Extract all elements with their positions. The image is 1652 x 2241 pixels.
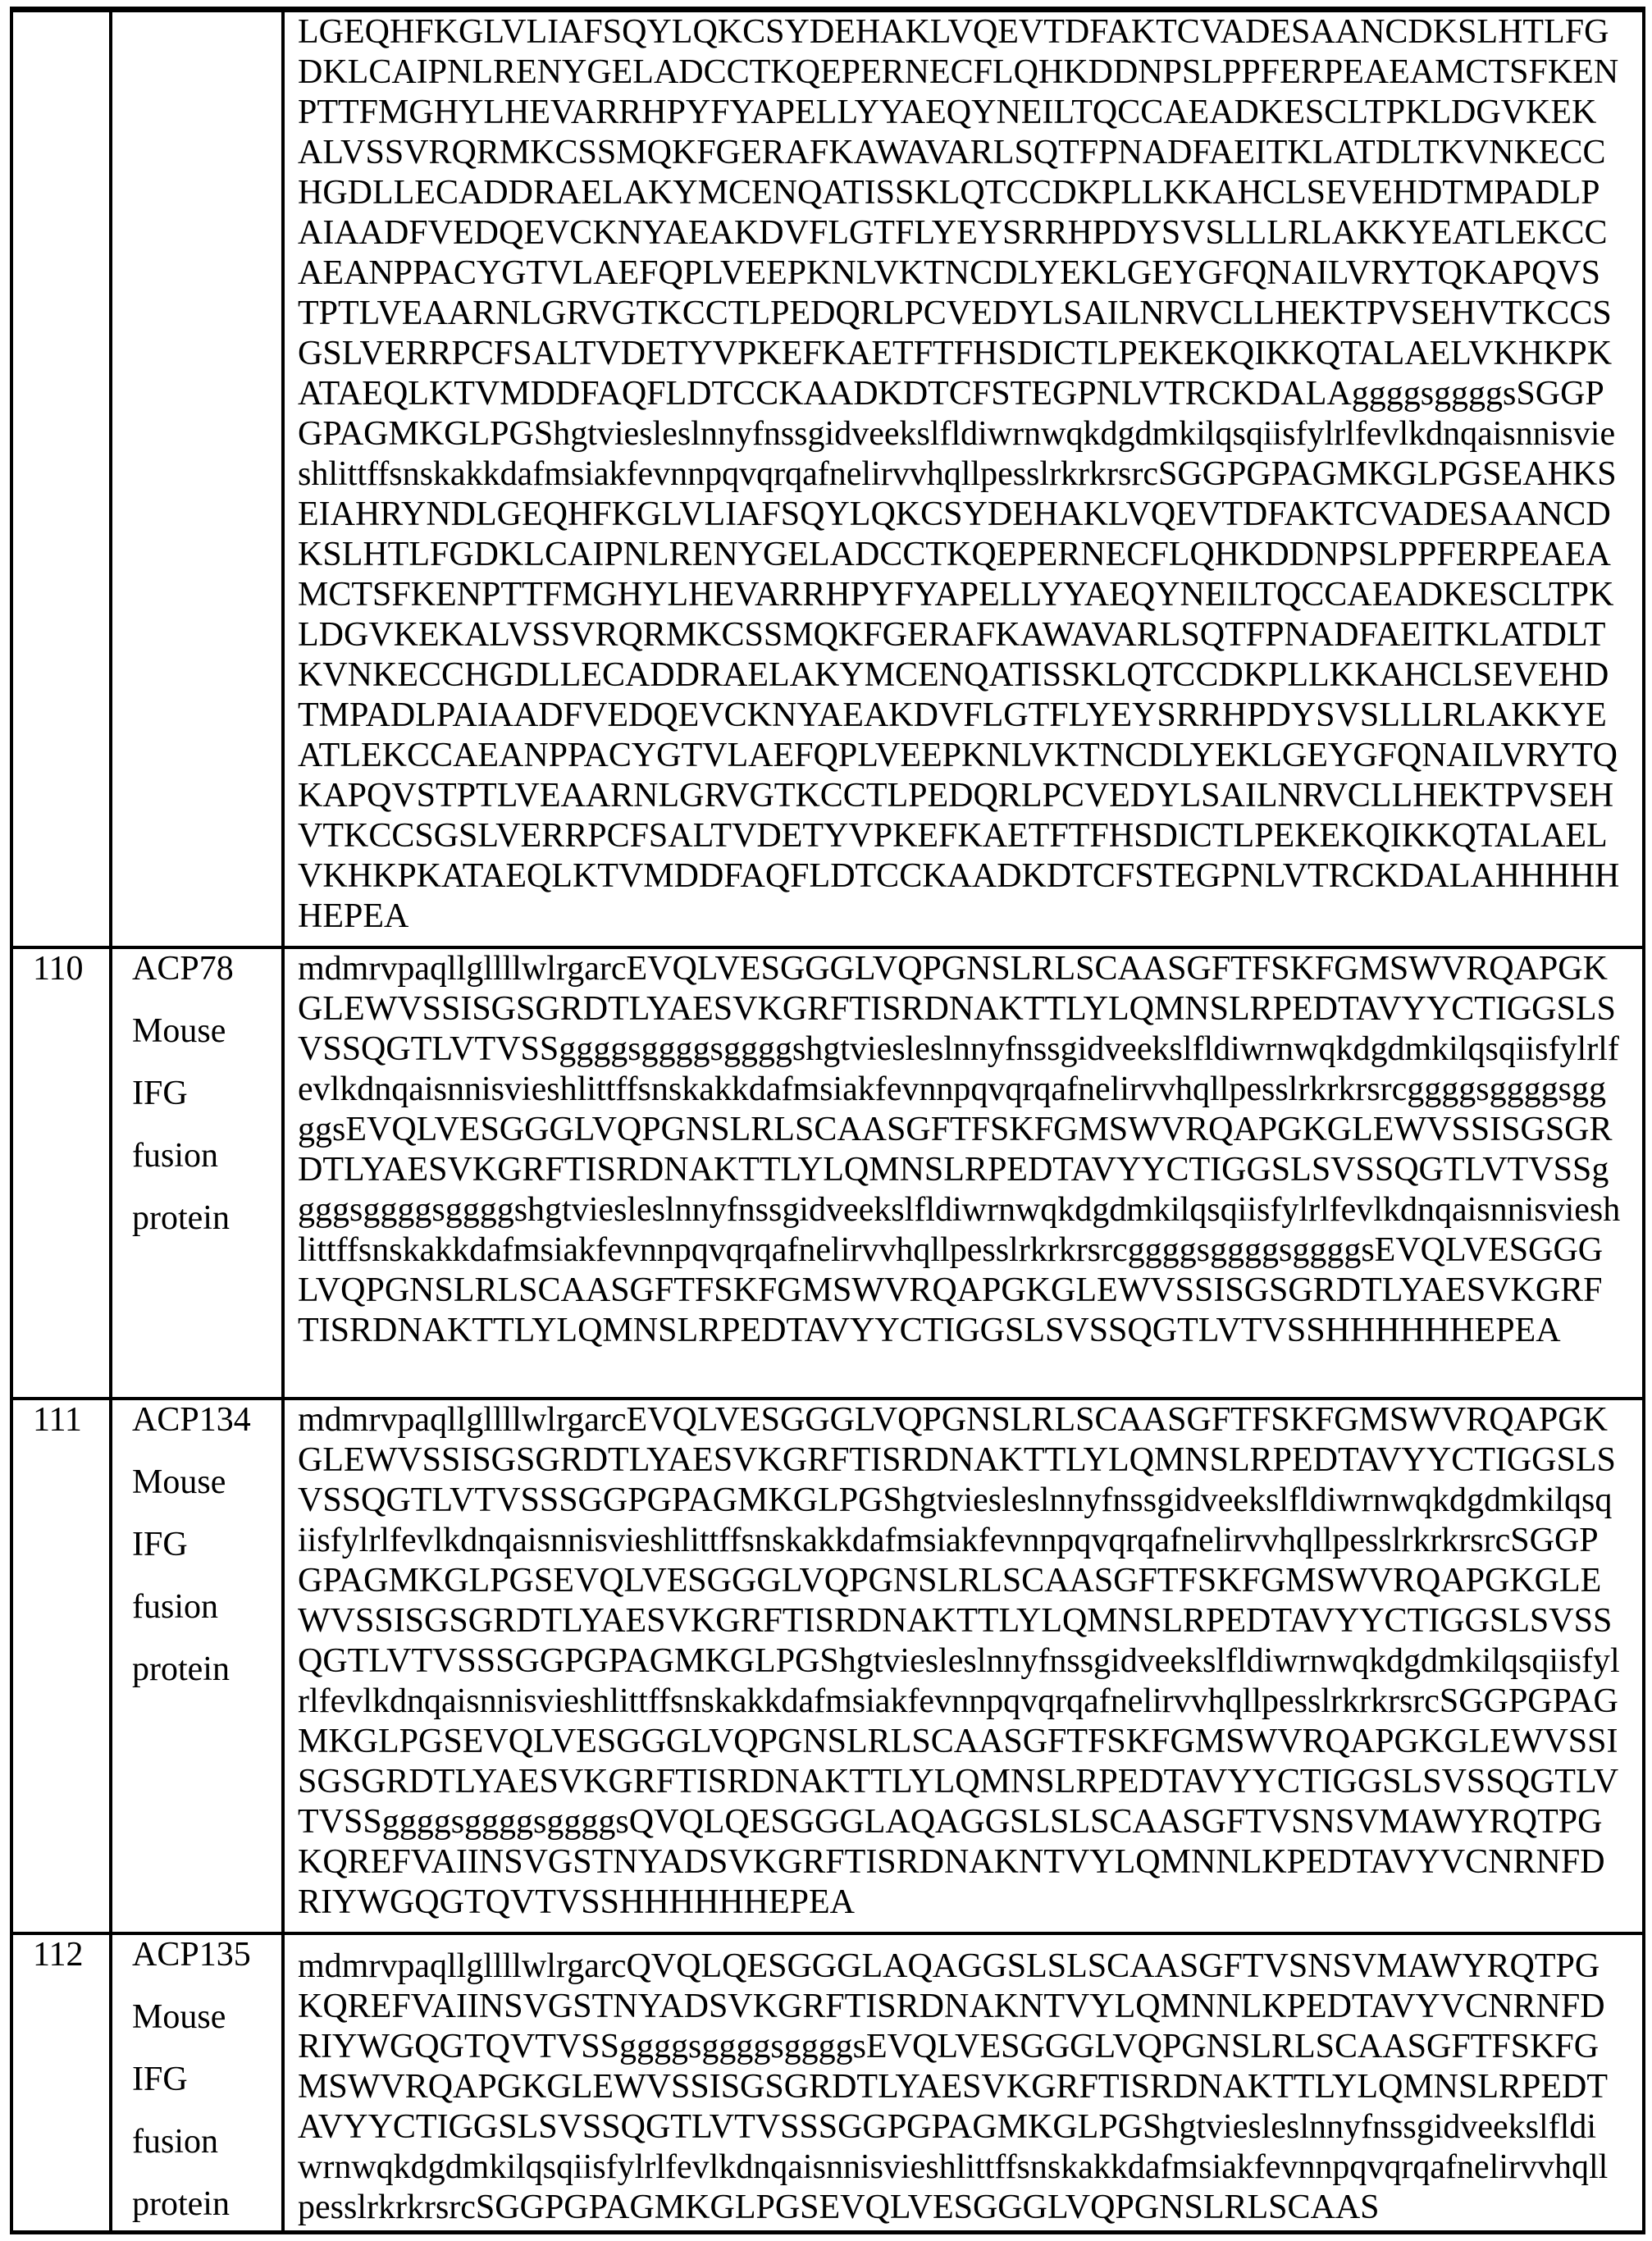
seq-id-cell: 112 [13,1935,112,2230]
sequence-cell: LGEQHFKGLVLIAFSQYLQKCSYDEHAKLVQEVTDFAKTCVADESAANCDKSLHTLFGDKLCAIPNLRENYGELADCCTKQEPERNECFLQHKDDNPSLPPFERPEAEAMCTSFKENPTTFMGHYLHEVARRHPYFYAPELLYYAEQYNEILTQCCAEADKESCLTPKLDGVKEKALVSSVRQRMKCSSMQKFGERAFKAWAVARLSQTFPNADFAEITKLATDLTKVNKECCHGDLLECADDRAELAKYMCENQATISSKLQTCCDKPLLKKAHCLSEVEHDTMPADLPAIAADFVEDQEVCKNYAEAKDVFLGTFLYEYSRRHPDYSVSLLLRLAKKYEATLEKCCAEANPPACYGTVLAEFQPLVEEPKNLVKTNCDLYEKLGEYGFQNAILVRYTQKAPQVSTPTLVEAARNLGRVGTKCCTLPEDQRLPCVEDYLSAILNRVCLLHEKTPVSEHVTKCCSGSLVERRPCFSALTVDETYVPKEFKAETFTFHSDICTLPEKEKQIKKQTALAELVKHKPKATAEQLKTVMDDFAQFLDTCCKAADKDTCFSTEGPNLVTRCKDALAggggsggggsSGGPGPAGMKGLPGShgtviesleslnnyfnssgidveekslfldiwrnwqkdgdmkilqsqiisfylrlfevlkdnqaisnnisvieshlittffsnskakkdafmsiakfevnnpqvqrqafnelirvvhqllpesslrkrkrsrcSGGPGPAGMKGLPGSEAHKSEIAHRYNDLGEQHFKGLVLIAFSQYLQKCSYDEHAKLVQEVTDFAKTCVADESAANCDKSLHTLFGDKLCAIPNLRENYGELADCCTKQEPERNECFLQHKDDNPSLPPFERPEAEAMCTSFKENPTTFMGHYLHEVARRHPYFYAPELLYYAEQYNEILTQCCAEADKESCLTPKLDGVKEKALVSSVRQRMKCSSMQKFGERAFKAWAVARLSQTFPNADFAEITKLATDLTKVNKECCHGDLLECADDRAELAKYMCENQATISSKLQTCCDKPLLKKAHCLSEVEHDTMPADLPAIAADFVEDQEVCKNYAEAKDVFLGTFLYEYSRRHPDYSVSLLLRLAKKYEATLEKCCAEANPPACYGTVLAEFQPLVEEPKNLVKTNCDLYEKLGEYGFQNAILVRYTQKAPQVSTPTLVEAARNLGRVGTKCCTLPEDQRLPCVEDYLSAILNRVCLLHEKTPVSEHVTKCCSGSLVERRPCFSALTVDETYVPKEFKAETFTFHSDICTLPEKEKQIKKQTALAELVKHKPKATAEQLKTVMDDFAQFLDTCCKAADKDTCFSTEGPNLVTRCKDALAHHHHHHEPEA [298,13,1620,935]
name-line: IFG [132,2061,188,2098]
name-line: fusion [132,1588,218,1626]
name-cell [112,1400,285,1932]
name-line: ACP135 [132,1936,251,1974]
sequence-cell: mdmrvpaqllgllllwlrgarcQVQLQESGGGLAQAGGSLSLSCAASGFTVSNSVMAWYRQTPGKQREFVAIINSVGSTNYADSVKGRFTISRDNAKNTVYLQMNNLKPEDTAVYVCNRNFDRIYWGQGTQVTVSSggggsggggsggggsEVQLVESGGGLVQPGNSLRLSCAASGFTFSKFGMSWVRQAPGKGLEWVSSISGSGRDTLYAESVKGRFTISRDNAKTTLYLQMNSLRPEDTAVYYCTIGGSLSVSSQGTLVTVSSSGGPGPAGMKGLPGShgtviesleslnnyfnssgidveekslfldiwrnwqkdgdmkilqsqiisfylrlfevlkdnqaisnnisvieshlittffsnskakkdafmsiakfevnnpqvqrqafnelirvvhqllpesslrkrkrsrcSGGPGPAGMKGLPGSEVQLVESGGGLVQPGNSLRLSCAAS [298,1947,1609,2226]
patent-sequence-table [10,7,1645,2234]
name-line: IFG [132,1075,188,1112]
name-line: Mouse [132,1463,226,1501]
seq-id-cell [13,12,112,946]
sequence-cell: mdmrvpaqllgllllwlrgarcEVQLVESGGGLVQPGNSLRLSCAASGFTFSKFGMSWVRQAPGKGLEWVSSISGSGRDTLYAESVKGRFTISRDNAKTTLYLQMNSLRPEDTAVYYCTIGGSLSVSSQGTLVTVSSggggsggggsggggshgtviesleslnnyfnssgidveekslfldiwrnwqkdgdmkilqsqiisfylrlfevlkdnqaisnnisvieshlittffsnskakkdafmsiakfevnnpqvqrqafnelirvvhqllpesslrkrkrsrcggggsggggsggggsEVQLVESGGGLVQPGNSLRLSCAASGFTFSKFGMSWVRQAPGKGLEWVSSISGSGRDTLYAESVKGRFTISRDNAKTTLYLQMNSLRPEDTAVYYCTIGGSLSVSSQGTLVTVSSggggsggggsggggshgtviesleslnnyfnssgidveekslfldiwrnwqkdgdmkilqsqiisfylrlfevlkdnqaisnnisvieshlittffsnskakkdafmsiakfevnnpqvqrqafnelirvvhqllpesslrkrkrsrcggggsggggsggggsEVQLVESGGGLVQPGNSLRLSCAASGFTFSKFGMSWVRQAPGKGLEWVSSISGSGRDTLYAESVKGRFTISRDNAKTTLYLQMNSLRPEDTAVYYCTIGGSLSVSSQGTLVTVSSHHHHHHEPEA [298,950,1621,1349]
name-line: ACP78 [132,950,234,988]
name-cell [112,1935,285,2230]
name-line: IFG [132,1526,188,1563]
name-line: ACP134 [132,1401,251,1439]
table-row-111 [13,1400,1642,1935]
name-line: fusion [132,2123,218,2161]
name-cell [112,949,285,1397]
name-line: protein [132,1199,230,1237]
sequence-cell: mdmrvpaqllgllllwlrgarcEVQLVESGGGLVQPGNSLRLSCAASGFTFSKFGMSWVRQAPGKGLEWVSSISGSGRDTLYAESVKGRFTISRDNAKTTLYLQMNSLRPEDTAVYYCTIGGSLSVSSQGTLVTVSSSGGPGPAGMKGLPGShgtviesleslnnyfnssgidveekslfldiwrnwqkdgdmkilqsqiisfylrlfevlkdnqaisnnisvieshlittffsnskakkdafmsiakfevnnpqvqrqafnelirvvhqllpesslrkrkrsrcSGGPGPAGMKGLPGSEVQLVESGGGLVQPGNSLRLSCAASGFTFSKFGMSWVRQAPGKGLEWVSSISGSGRDTLYAESVKGRFTISRDNAKTTLYLQMNSLRPEDTAVYYCTIGGSLSVSSQGTLVTVSSSGGPGPAGMKGLPGShgtviesleslnnyfnssgidveekslfldiwrnwqkdgdmkilqsqiisfylrlfevlkdnqaisnnisvieshlittffsnskakkdafmsiakfevnnpqvqrqafnelirvvhqllpesslrkrkrsrcSGGPGPAGMKGLPGSEVQLVESGGGLVQPGNSLRLSCAASGFTFSKFGMSWVRQAPGKGLEWVSSISGSGRDTLYAESVKGRFTISRDNAKTTLYLQMNSLRPEDTAVYYCTIGGSLSVSSQGTLVTVSSggggsggggsggggsQVQLQESGGGLAQAGGSLSLSCAASGFTVSNSVMAWYRQTPGKQREFVAIINSVGSTNYADSVKGRFTISRDNAKNTVYLQMNNLKPEDTAVYVCNRNFDRIYWGQGTQVTVSSHHHHHHEPEA [298,1401,1620,1921]
name-cell [112,12,285,946]
table-row-continuation [13,12,1642,949]
table-row-112 [13,1935,1642,2234]
seq-id-cell: 110 [13,949,112,1397]
name-line: protein [132,1650,230,1688]
seq-id-cell: 111 [13,1400,112,1932]
name-line: Mouse [132,1998,226,2036]
name-line: Mouse [132,1012,226,1050]
name-line: protein [132,2185,230,2223]
name-line: fusion [132,1137,218,1175]
table-row-110 [13,949,1642,1400]
